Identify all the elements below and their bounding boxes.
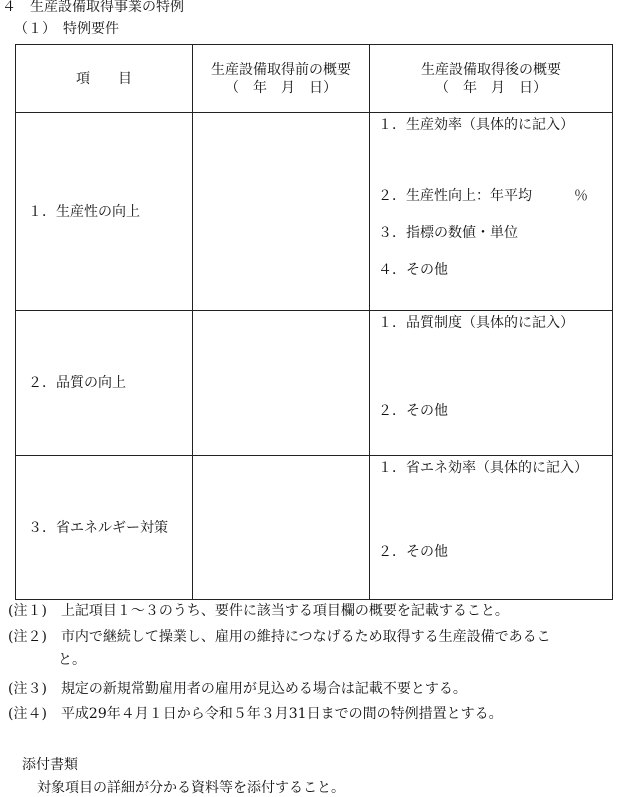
header-before: 生産設備取得前の概要 （ 年 月 日） [193, 45, 370, 113]
after-line: １．品質制度（具体的に記入） [378, 315, 574, 331]
after-line: ２．生産性向上：年平均 ％ [378, 188, 588, 204]
note-3: (注３) 規定の新規常勤雇用者の雇用が見込める場合は記載不要とする。 [8, 681, 467, 697]
item-productivity: １．生産性の向上 [16, 113, 193, 311]
item-quality: ２．品質の向上 [16, 311, 193, 456]
note-2: (注２) 市内で継続して操業し、雇用の維持につなげるため取得する生産設備であるこ と。 [8, 629, 551, 668]
item-energy-saving: ３．省エネルギー対策 [16, 456, 193, 600]
requirements-table [15, 44, 613, 600]
after-cell[interactable] [370, 113, 613, 311]
attachments-title: 添付書類 [22, 757, 78, 773]
after-line: ４．その他 [378, 262, 448, 278]
table-row [16, 456, 613, 600]
after-cell[interactable] [370, 311, 613, 456]
attachments-text: 対象項目の詳細が分かる資料等を添付すること。 [37, 780, 345, 796]
after-line: １．生産効率（具体的に記入） [378, 117, 574, 133]
after-line: ２．その他 [378, 544, 448, 560]
after-line: ３．指標の数値・単位 [378, 225, 518, 241]
after-cell[interactable] [370, 456, 613, 600]
table-row [16, 113, 613, 311]
after-line: １．省エネ効率（具体的に記入） [378, 460, 588, 476]
before-cell[interactable] [193, 456, 370, 600]
before-cell[interactable] [193, 311, 370, 456]
header-after: 生産設備取得後の概要 （ 年 月 日） [370, 45, 613, 113]
table-row [16, 311, 613, 456]
note-1: (注１) 上記項目１～３のうち、要件に該当する項目欄の概要を記載すること。 [8, 603, 509, 619]
subsection-heading: （１） 特例要件 [14, 21, 119, 37]
section-heading: ４ 生産設備取得事業の特例 [2, 0, 184, 15]
header-item: 項 目 [16, 45, 193, 113]
table-header-row [16, 45, 613, 113]
after-line: ２．その他 [378, 403, 448, 419]
before-cell[interactable] [193, 113, 370, 311]
note-4: (注４) 平成29年４月１日から令和５年３月31日までの間の特例措置とする。 [8, 706, 503, 722]
